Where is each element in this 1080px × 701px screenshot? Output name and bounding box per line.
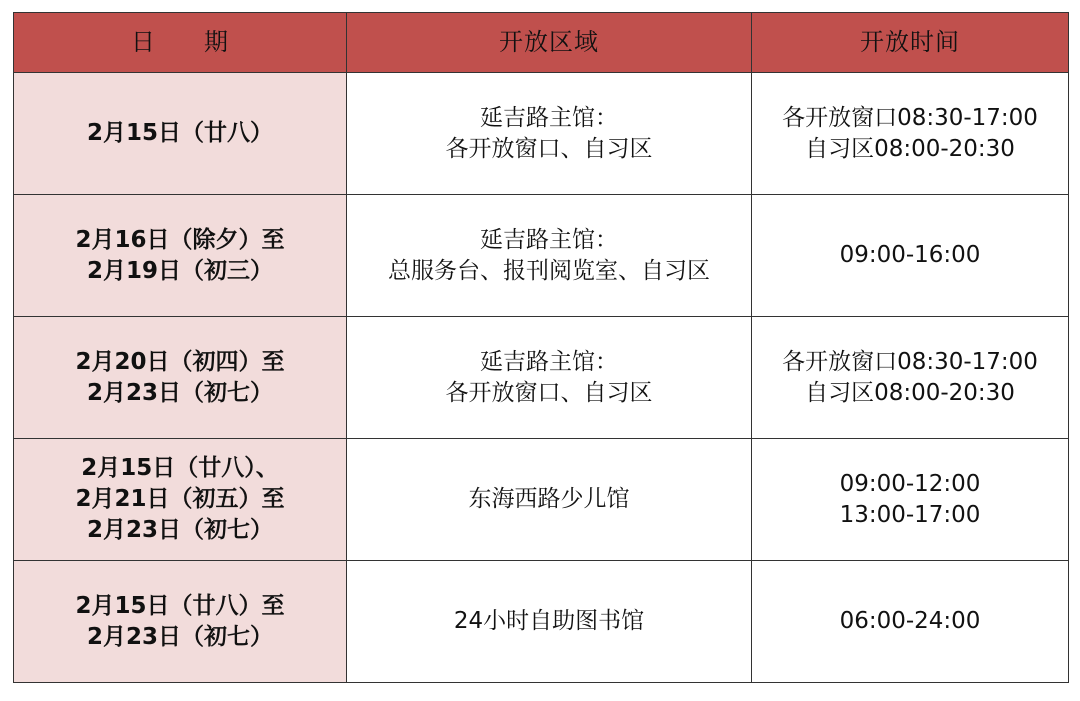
table-row [14,73,1069,195]
area-cell: 延吉路主馆： 各开放窗口、自习区 [347,317,752,439]
area-cell: 延吉路主馆： 总服务台、报刊阅览室、自习区 [347,195,752,317]
table-row [14,439,1069,561]
table-row [14,195,1069,317]
time-cell: 各开放窗口08:30-17:00 自习区08:00-20:30 [752,73,1069,195]
date-cell: 2月15日（廿八）、 2月21日（初五）至 2月23日（初七） [14,439,347,561]
table-header-row [14,13,1069,73]
date-cell: 2月15日（廿八） [14,73,347,195]
time-cell: 09:00-16:00 [752,195,1069,317]
header-area: 开放区域 [347,13,752,73]
time-cell: 各开放窗口08:30-17:00 自习区08:00-20:30 [752,317,1069,439]
date-cell: 2月20日（初四）至 2月23日（初七） [14,317,347,439]
opening-schedule-table [13,12,1069,683]
time-cell: 09:00-12:00 13:00-17:00 [752,439,1069,561]
header-date: 日 期 [14,13,347,73]
area-cell: 24小时自助图书馆 [347,561,752,683]
date-cell: 2月16日（除夕）至 2月19日（初三） [14,195,347,317]
date-cell: 2月15日（廿八）至 2月23日（初七） [14,561,347,683]
area-cell: 东海西路少儿馆 [347,439,752,561]
table-row [14,317,1069,439]
header-time: 开放时间 [752,13,1069,73]
area-cell: 延吉路主馆： 各开放窗口、自习区 [347,73,752,195]
time-cell: 06:00-24:00 [752,561,1069,683]
table-row [14,561,1069,683]
